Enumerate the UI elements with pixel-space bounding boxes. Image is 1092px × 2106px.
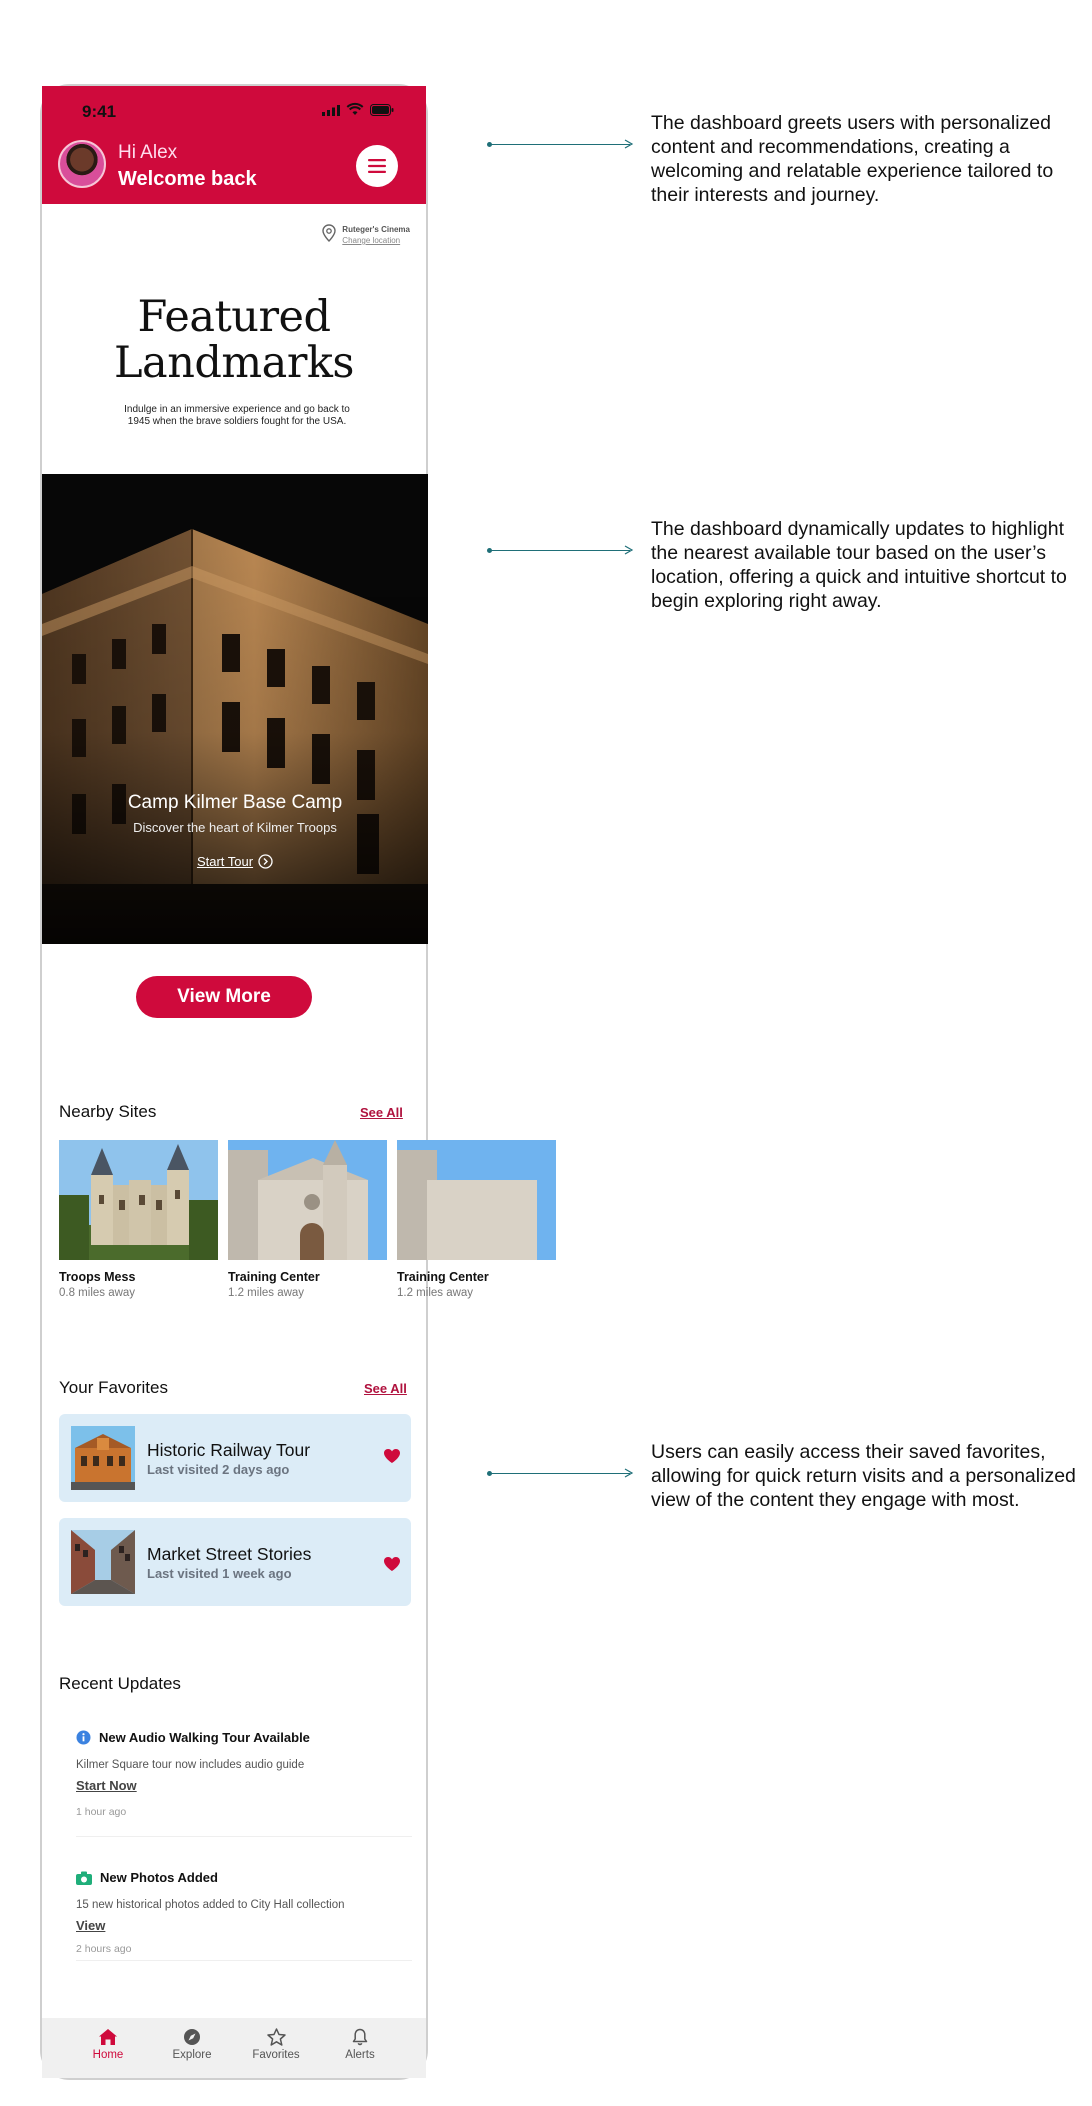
hero-building-image	[42, 474, 428, 944]
nav-explore[interactable]: Explore	[157, 2028, 227, 2078]
hero-tour-card[interactable]	[42, 474, 428, 944]
divider	[76, 1836, 412, 1837]
nearby-sites-title: Nearby Sites	[59, 1102, 157, 1121]
recent-updates-title: Recent Updates	[59, 1674, 181, 1693]
bell-icon	[352, 2028, 368, 2046]
update-item	[76, 1730, 412, 1818]
site-name: Troops Mess	[59, 1270, 136, 1284]
annotation-nearest-tour: The dashboard dynamically updates to highlight the nearest available tour based on the user’s location, offering a quick and intuitive shortcut to begin exploring right away.	[651, 518, 1067, 612]
location-name: Ruteger's Cinema	[342, 225, 410, 234]
favorites-see-all-link[interactable]: See All	[364, 1381, 407, 1396]
nav-favorites[interactable]: Favorites	[241, 2028, 311, 2078]
welcome-text: Welcome back	[118, 168, 257, 190]
wifi-icon	[347, 104, 363, 116]
update-time: 1 hour ago	[76, 1806, 127, 1818]
favorite-title: Historic Railway Tour	[147, 1440, 311, 1460]
site-name: Training Center	[397, 1270, 489, 1284]
favorite-card[interactable]	[59, 1518, 411, 1606]
star-icon	[267, 2028, 286, 2046]
bottom-navigation	[42, 2018, 426, 2078]
arrow-right-icon	[624, 1468, 634, 1478]
arrow-right-icon	[624, 139, 634, 149]
update-title: New Audio Walking Tour Available	[99, 1730, 310, 1745]
callout-line	[490, 1473, 630, 1474]
menu-button[interactable]	[356, 145, 398, 187]
site-name: Training Center	[228, 1270, 320, 1284]
camera-icon	[76, 1871, 92, 1885]
update-item	[76, 1870, 412, 1955]
battery-icon	[370, 104, 394, 116]
update-body: Kilmer Square tour now includes audio guide	[76, 1759, 305, 1771]
signal-icon	[322, 105, 340, 116]
start-now-link[interactable]: Start Now	[76, 1778, 137, 1793]
castle-image	[59, 1140, 218, 1260]
update-body: 15 new historical photos added to City Hall collection	[76, 1899, 345, 1911]
home-icon	[98, 2028, 118, 2046]
annotation-favorites: Users can easily access their saved favorites, allowing for quick return visits and a personalized view of the content they engage with most.	[651, 1441, 1076, 1511]
update-time: 2 hours ago	[76, 1943, 132, 1955]
nearby-see-all-link[interactable]: See All	[360, 1105, 403, 1120]
heart-icon[interactable]	[383, 1448, 401, 1464]
site-card[interactable]	[59, 1140, 218, 1299]
favorite-card[interactable]	[59, 1414, 411, 1502]
callout-line	[490, 550, 630, 551]
divider	[76, 1960, 412, 1961]
compass-icon	[183, 2028, 201, 2046]
featured-subtitle: Indulge in an immersive experience and go back to 1945 when the brave soldiers fought for the USA.	[124, 404, 350, 427]
nav-home[interactable]: Home	[73, 2028, 143, 2078]
arrow-circle-icon	[258, 854, 273, 869]
hero-subtitle: Discover the heart of Kilmer Troops	[133, 820, 337, 835]
annotation-greeting: The dashboard greets users with personalized content and recommendations, creating a welcoming and relatable experience tailored to their interests and journey.	[651, 112, 1054, 206]
greeting-text: Hi Alex	[118, 142, 178, 163]
site-card[interactable]	[228, 1140, 387, 1299]
hero-title: Camp Kilmer Base Camp	[127, 792, 343, 813]
railway-station-image	[71, 1426, 135, 1490]
change-location-link[interactable]: Change location	[342, 236, 401, 245]
market-street-image	[71, 1530, 135, 1594]
info-icon	[76, 1730, 91, 1745]
status-time: 9:41	[82, 102, 117, 121]
hamburger-icon	[368, 159, 386, 173]
update-title: New Photos Added	[100, 1870, 218, 1885]
nav-alerts[interactable]: Alerts	[325, 2028, 395, 2078]
favorite-last-visited: Last visited 1 week ago	[147, 1566, 292, 1581]
status-icons	[322, 104, 394, 116]
nearby-sites-carousel[interactable]	[59, 1140, 556, 1299]
app-header	[42, 86, 426, 204]
church-image	[228, 1140, 387, 1260]
heart-icon[interactable]	[383, 1556, 401, 1572]
start-tour-label: Start Tour	[196, 854, 254, 869]
callout-line	[490, 144, 630, 145]
arrow-right-icon	[624, 545, 634, 555]
location-pin-icon	[322, 224, 336, 242]
favorites-title: Your Favorites	[59, 1378, 168, 1397]
location-selector[interactable]	[322, 224, 410, 246]
site-card[interactable]	[397, 1140, 556, 1299]
avatar[interactable]	[58, 140, 106, 188]
phone-frame	[40, 84, 489, 2080]
site-distance: 1.2 miles away	[228, 1287, 305, 1299]
start-tour-link[interactable]	[42, 854, 428, 869]
building-image	[397, 1140, 556, 1260]
featured-title: Featured Landmarks	[114, 292, 354, 388]
favorite-title: Market Street Stories	[147, 1544, 312, 1564]
site-distance: 1.2 miles away	[397, 1287, 474, 1299]
view-more-button[interactable]: View More	[136, 976, 312, 1018]
favorite-last-visited: Last visited 2 days ago	[147, 1462, 290, 1477]
view-link[interactable]: View	[76, 1918, 106, 1933]
site-distance: 0.8 miles away	[59, 1287, 136, 1299]
